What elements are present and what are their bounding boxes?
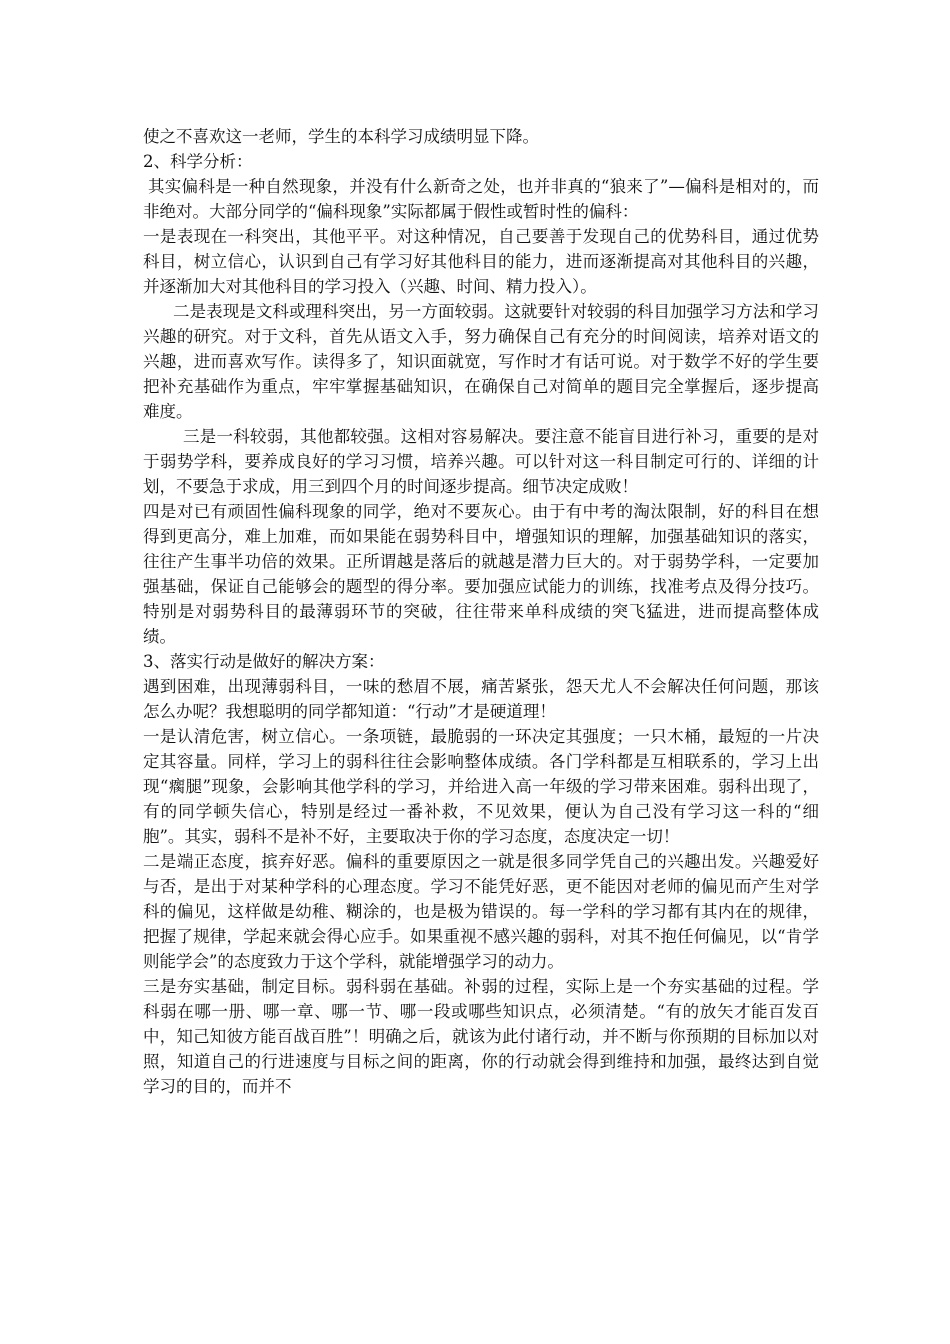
section-heading-2: 2、科学分析： [143,152,253,171]
section-heading-3: 3、落实行动是做好的解决方案： [143,652,385,671]
paragraph-point-3: 三是一科较弱，其他都较强。这相对容易解决。要注意不能盲目进行补习，重要的是对于弱势学科，要养成良好的学习习惯，培养兴趣。可以针对这一科目制定可行的、详细的计划，不要急于求成，用三到四个月的时间逐步提高。细节决定成败！ [143,427,819,496]
paragraph-action-intro: 遇到困难，出现薄弱科目，一味的愁眉不展，痛苦紧张，怨天尤人不会解决任何问题，那该怎么办呢？我想聪明的同学都知道：“行动”才是硬道理！ [143,677,819,721]
paragraph-continuation: 使之不喜欢这一老师，学生的本科学习成绩明显下降。 [143,127,539,146]
document-body [143,124,819,1099]
paragraph-action-1: 一是认清危害，树立信心。一条项链，最脆弱的一环决定其强度；一只木桶，最短的一片决定其容量。同样，学习上的弱科往往会影响整体成绩。各门学科都是互相联系的，学习上出现“瘸腿”现象，会影响其他学科的学习，并给进入高一年级的学习带来困难。弱科出现了，有的同学顿失信心，特别是经过一番补救，不见效果，便认为自己没有学习这一科的“细胞”。其实，弱科不是补不好，主要取决于你的学习态度，态度决定一切！ [143,727,819,846]
paragraph-action-2: 二是端正态度，摈弃好恶。偏科的重要原因之一就是很多同学凭自己的兴趣出发。兴趣爱好与否，是出于对某种学科的心理态度。学习不能凭好恶，更不能因对老师的偏见而产生对学科的偏见，这样做是幼稚、糊涂的，也是极为错误的。每一学科的学习都有其内在的规律，把握了规律，学起来就会得心应手。如果重视不感兴趣的弱科，对其不抱任何偏见，以“肯学则能学会”的态度致力于这个学科，就能增强学习的动力。 [143,852,819,971]
paragraph-point-4: 四是对已有顽固性偏科现象的同学，绝对不要灰心。由于有中考的淘汰限制，好的科目在想得到更高分，难上加难，而如果能在弱势科目中，增强知识的理解，加强基础知识的落实，往往产生事半功倍的效果。正所谓越是落后的就越是潜力巨大的。对于弱势学科，一定要加强基础，保证自己能够会的题型的得分率。要加强应试能力的训练，找准考点及得分技巧。特别是对弱势科目的最薄弱环节的突破，往往带来单科成绩的突飞猛进，进而提高整体成绩。 [143,502,819,646]
paragraph-action-3: 三是夯实基础，制定目标。弱科弱在基础。补弱的过程，实际上是一个夯实基础的过程。学科弱在哪一册、哪一章、哪一节、哪一段或哪些知识点，必须清楚。“有的放矢才能百发百中，知己知彼方能百战百胜”！明确之后，就该为此付诸行动，并不断与你预期的目标加以对照，知道自己的行进速度与目标之间的距离，你的行动就会得到维持和加强，最终达到自觉学习的目的，而并不 [143,977,819,1096]
paragraph-intro: 其实偏科是一种自然现象，并没有什么新奇之处，也并非真的“狼来了”—偏科是相对的，而非绝对。大部分同学的“偏科现象”实际都属于假性或暂时性的偏科： [143,177,819,221]
paragraph-point-2: 二是表现是文科或理科突出，另一方面较弱。这就要针对较弱的科目加强学习方法和学习兴趣的研究。对于文科，首先从语文入手，努力确保自己有充分的时间阅读，培养对语文的兴趣，进而喜欢写作。读得多了，知识面就宽，写作时才有话可说。对于数学不好的学生要把补充基础作为重点，牢牢掌握基础知识，在确保自己对简单的题目完全掌握后，逐步提高难度。 [143,302,819,421]
paragraph-point-1: 一是表现在一科突出，其他平平。对这种情况，自己要善于发现自己的优势科目，通过优势科目，树立信心，认识到自己有学习好其他科目的能力，进而逐渐提高对其他科目的兴趣，并逐渐加大对其他科目的学习投入（兴趣、时间、精力投入）。 [143,227,819,296]
